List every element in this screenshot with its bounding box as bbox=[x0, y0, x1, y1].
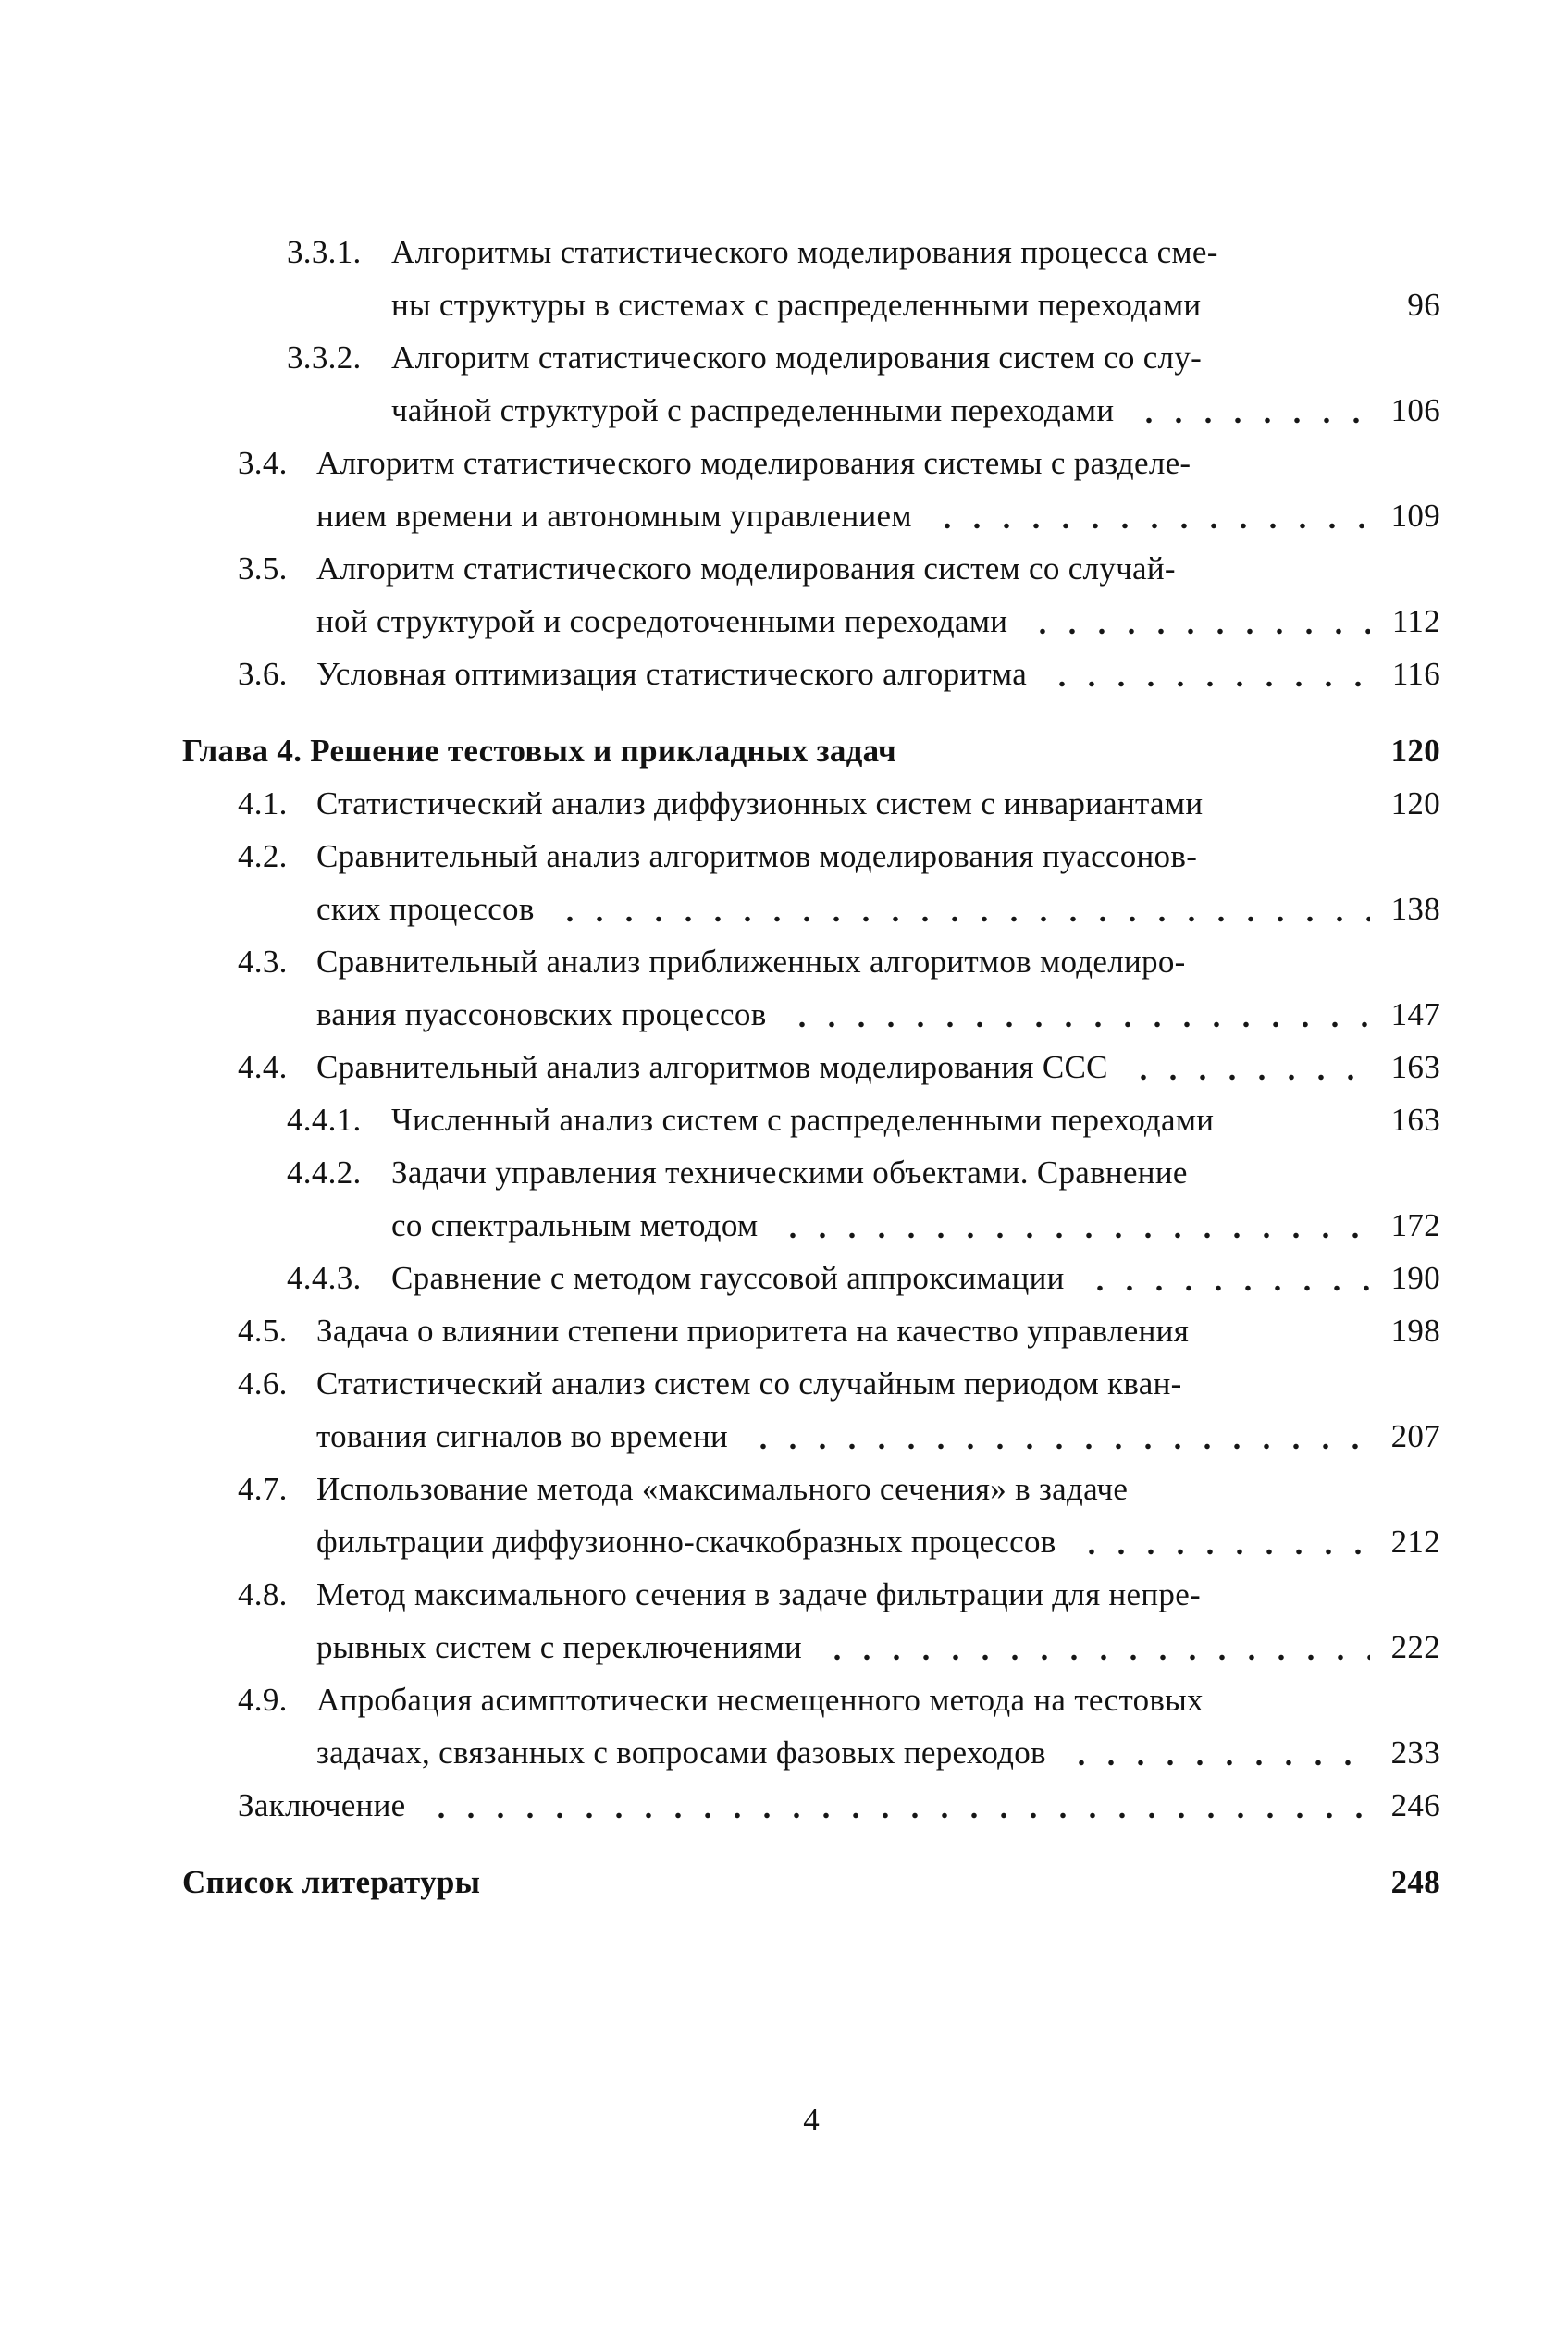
dot-leader bbox=[421, 1779, 1371, 1832]
toc-entry-number: 4.2. bbox=[238, 838, 288, 874]
toc-entry-number: 4.4. bbox=[238, 1049, 288, 1085]
toc-entry-text: Статистический анализ диффузионных систем с инвариантами bbox=[316, 785, 1204, 821]
toc-entry-page: 96 bbox=[1407, 287, 1440, 323]
toc-entry-text: Апробация асимптотически несмещенного метода на тестовых bbox=[316, 1682, 1204, 1718]
toc-entry-text: Сравнение с методом гауссовой аппроксимации bbox=[391, 1260, 1065, 1296]
toc-entry-line bbox=[182, 1199, 1440, 1252]
toc-entry-line bbox=[182, 1568, 1440, 1621]
toc-entry-line bbox=[182, 777, 1440, 830]
toc-entry-page: 112 bbox=[1391, 603, 1440, 639]
toc-entry-text: Список литературы bbox=[182, 1864, 481, 1900]
dot-leader bbox=[1080, 1252, 1370, 1304]
toc-entry-line bbox=[182, 542, 1440, 595]
toc-entry-line bbox=[182, 1041, 1440, 1093]
toc-entry-line bbox=[182, 935, 1440, 988]
dot-leader bbox=[549, 883, 1370, 935]
toc-entry-page: 207 bbox=[1390, 1418, 1440, 1454]
toc-entry-text: нием времени и автономным управлением bbox=[316, 498, 912, 534]
toc-entry-page: 222 bbox=[1390, 1629, 1440, 1665]
toc-entry-number: 4.1. bbox=[238, 785, 288, 821]
toc-entry-line bbox=[182, 883, 1440, 935]
toc-entry-text: Численный анализ систем с распределенными переходами bbox=[391, 1102, 1215, 1138]
toc-entry-text: вания пуассоновских процессов bbox=[316, 996, 767, 1032]
toc-entry-page: 233 bbox=[1390, 1735, 1440, 1771]
toc-entry-text: фильтрации диффузионно-скачкобразных процессов bbox=[316, 1524, 1056, 1560]
dot-leader bbox=[1071, 1515, 1370, 1568]
toc-entry-line bbox=[182, 1779, 1440, 1832]
dot-leader bbox=[772, 1199, 1370, 1252]
dot-leader bbox=[782, 988, 1370, 1041]
toc-entry-line bbox=[182, 278, 1440, 331]
page-number: 4 bbox=[803, 2102, 820, 2138]
toc-entry-number: 3.5. bbox=[238, 550, 288, 587]
toc-entry-number: 4.3. bbox=[238, 944, 288, 980]
toc-entry-line bbox=[182, 1673, 1440, 1726]
dot-leader bbox=[743, 1410, 1370, 1463]
toc-entry-page: 138 bbox=[1390, 891, 1440, 927]
toc-entry-line bbox=[182, 1304, 1440, 1357]
toc-entry-line bbox=[182, 1515, 1440, 1568]
toc-entry-line bbox=[182, 489, 1440, 542]
toc-entry-page: 172 bbox=[1390, 1207, 1440, 1243]
toc-entry-page: 212 bbox=[1390, 1524, 1440, 1560]
dot-leader bbox=[1123, 1041, 1370, 1093]
table-of-contents bbox=[182, 226, 1440, 1908]
toc-entry-number: 3.3.2. bbox=[287, 340, 362, 376]
toc-entry-number: 3.4. bbox=[238, 445, 288, 481]
toc-entry-line bbox=[182, 830, 1440, 883]
toc-entry-text: Сравнительный анализ приближенных алгоритмов моделиро- bbox=[316, 944, 1186, 980]
toc-entry-line bbox=[182, 1726, 1440, 1779]
dot-leader bbox=[1022, 595, 1370, 648]
toc-entry-text: Алгоритм статистического моделирования систем со слу- bbox=[391, 340, 1203, 376]
toc-entry-page: 109 bbox=[1390, 498, 1440, 534]
toc-entry-line bbox=[182, 1410, 1440, 1463]
toc-entry-text: Метод максимального сечения в задаче фильтрации для непре- bbox=[316, 1576, 1202, 1612]
toc-entry-number: 4.4.1. bbox=[287, 1102, 362, 1138]
toc-entry-text: ной структурой и сосредоточенными переходами bbox=[316, 603, 1008, 639]
toc-entry-line bbox=[182, 437, 1440, 489]
toc-entry-number: 4.6. bbox=[238, 1365, 288, 1402]
toc-entry-text: рывных систем с переключениями bbox=[316, 1629, 803, 1665]
toc-entry-page: 147 bbox=[1390, 996, 1440, 1032]
toc-entry-page: 246 bbox=[1390, 1787, 1440, 1823]
dot-leader bbox=[817, 1621, 1370, 1673]
toc-entry-number: 4.4.3. bbox=[287, 1260, 362, 1296]
toc-entry-number: 3.3.1. bbox=[287, 234, 362, 270]
toc-entry-text: Алгоритм статистического моделирования систем со случай- bbox=[316, 550, 1176, 587]
toc-entry-line bbox=[182, 595, 1440, 648]
toc-entry-page: 120 bbox=[1390, 733, 1440, 769]
toc-entry-number: 4.5. bbox=[238, 1313, 288, 1349]
toc-entry-page: 198 bbox=[1390, 1313, 1440, 1349]
toc-entry-page: 163 bbox=[1390, 1102, 1440, 1138]
toc-entry-line bbox=[182, 331, 1440, 384]
toc-entry-line bbox=[182, 988, 1440, 1041]
toc-entry-text: Сравнительный анализ алгоритмов моделирования пуассонов- bbox=[316, 838, 1198, 874]
toc-entry-line bbox=[182, 1252, 1440, 1304]
toc-entry-number: 4.8. bbox=[238, 1576, 288, 1612]
toc-entry-text: чайной структурой с распределенными переходами bbox=[391, 392, 1115, 428]
toc-entry-text: Заключение bbox=[238, 1787, 406, 1823]
toc-entry-line bbox=[182, 384, 1440, 437]
toc-entry-text: тования сигналов во времени bbox=[316, 1418, 729, 1454]
toc-entry-number: 4.7. bbox=[238, 1471, 288, 1507]
toc-entry-text: Использование метода «максимального сечения» в задаче bbox=[316, 1471, 1129, 1507]
dot-leader bbox=[927, 489, 1370, 542]
toc-entry-line bbox=[182, 226, 1440, 278]
toc-entry-line bbox=[182, 1093, 1440, 1146]
toc-entry-text: Сравнительный анализ алгоритмов моделирования ССС bbox=[316, 1049, 1108, 1085]
toc-entry-text: Статистический анализ систем со случайным периодом кван- bbox=[316, 1365, 1182, 1402]
toc-entry-line bbox=[182, 648, 1440, 700]
toc-entry-number: 4.9. bbox=[238, 1682, 288, 1718]
toc-entry-line bbox=[182, 1463, 1440, 1515]
toc-chapter-line bbox=[182, 724, 1440, 777]
toc-entry-page: 163 bbox=[1390, 1049, 1440, 1085]
toc-entry-text: Алгоритмы статистического моделирования процесса сме- bbox=[391, 234, 1218, 270]
toc-entry-line bbox=[182, 1357, 1440, 1410]
toc-entry-text: Условная оптимизация статистического алгоритма bbox=[316, 656, 1028, 692]
toc-entry-page: 190 bbox=[1390, 1260, 1440, 1296]
dot-leader bbox=[1042, 648, 1370, 700]
dot-leader bbox=[1061, 1726, 1370, 1779]
toc-entry-text: Глава 4. Решение тестовых и прикладных задач bbox=[182, 733, 897, 769]
toc-entry-text: Задача о влиянии степени приоритета на качество управления bbox=[316, 1313, 1190, 1349]
toc-entry-text: Задачи управления техническими объектами. Сравнение bbox=[391, 1155, 1188, 1191]
toc-entry-number: 4.4.2. bbox=[287, 1155, 362, 1191]
toc-entry-page: 248 bbox=[1390, 1864, 1440, 1900]
toc-entry-text: ских процессов bbox=[316, 891, 535, 927]
toc-entry-line bbox=[182, 1146, 1440, 1199]
toc-entry-page: 120 bbox=[1390, 785, 1440, 821]
toc-entry-line bbox=[182, 1621, 1440, 1673]
dot-leader bbox=[1129, 384, 1370, 437]
toc-entry-text: задачах, связанных с вопросами фазовых переходов bbox=[316, 1735, 1046, 1771]
toc-entry-text: Алгоритм статистического моделирования системы с разделе- bbox=[316, 445, 1191, 481]
toc-entry-text: со спектральным методом bbox=[391, 1207, 759, 1243]
toc-entry-page: 106 bbox=[1390, 392, 1440, 428]
toc-entry-text: ны структуры в системах с распределенными переходами bbox=[391, 287, 1202, 323]
toc-chapter-line bbox=[182, 1856, 1440, 1908]
toc-entry-page: 116 bbox=[1391, 656, 1440, 692]
toc-entry-number: 3.6. bbox=[238, 656, 288, 692]
